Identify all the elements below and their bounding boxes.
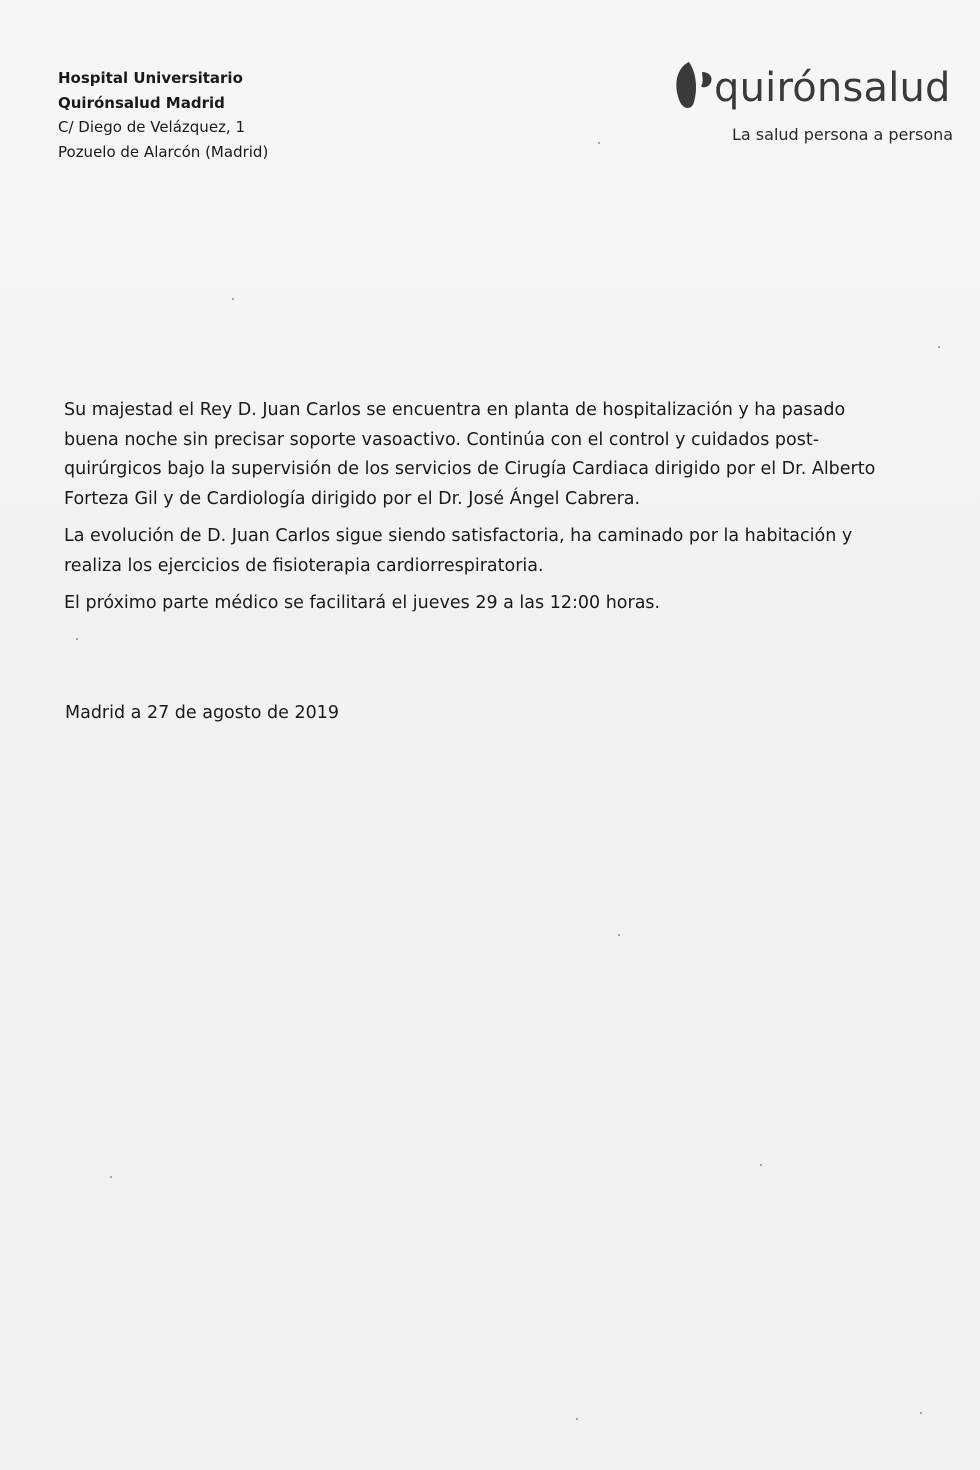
paper-speck [618,934,620,936]
body-paragraph-3: El próximo parte médico se facilitará el jueves 29 a las 12:00 horas. [64,593,661,613]
document-body [64,396,904,627]
body-paragraph-1: Su majestad el Rey D. Juan Carlos se encuentra en planta de hospitalización y ha pasado buena noche sin precisar soporte vasoactivo. Continúa con el control y cuidados post-quirúrgicos bajo la supervisión de los servicios de Cirugía Cardiaca dirigido por el Dr. Alberto Forteza Gil y de Cardiología dirigido por el Dr. José Ángel Cabrera. [64,400,876,509]
document-date: Madrid a 27 de agosto de 2019 [65,703,339,723]
logo-wordmark: quirónsalud [714,65,951,111]
paper-speck [576,1418,578,1420]
paper-speck [110,1176,112,1178]
paper-speck [920,1412,922,1414]
paper-speck [938,346,940,348]
paper-speck [76,638,78,640]
body-paragraph-2: La evolución de D. Juan Carlos sigue siendo satisfactoria, ha caminado por la habitación y realiza los ejercicios de fisioterapia cardiorrespiratoria. [64,526,853,576]
sender-hospital-name: Hospital Universitario [58,69,243,87]
paper-speck [760,1164,762,1166]
sender-street-address: C/ Diego de Velázquez, 1 [58,118,245,136]
paper-speck [598,142,600,144]
sender-city: Pozuelo de Alarcón (Madrid) [58,142,269,161]
paper-speck [232,298,234,300]
sender-address-block [58,66,268,164]
quironsalud-leaf-logo-icon [672,60,718,112]
sender-hospital-location: Quirónsalud Madrid [58,93,225,112]
quironsalud-logo [672,58,972,148]
logo-tagline: La salud persona a persona [732,125,954,144]
